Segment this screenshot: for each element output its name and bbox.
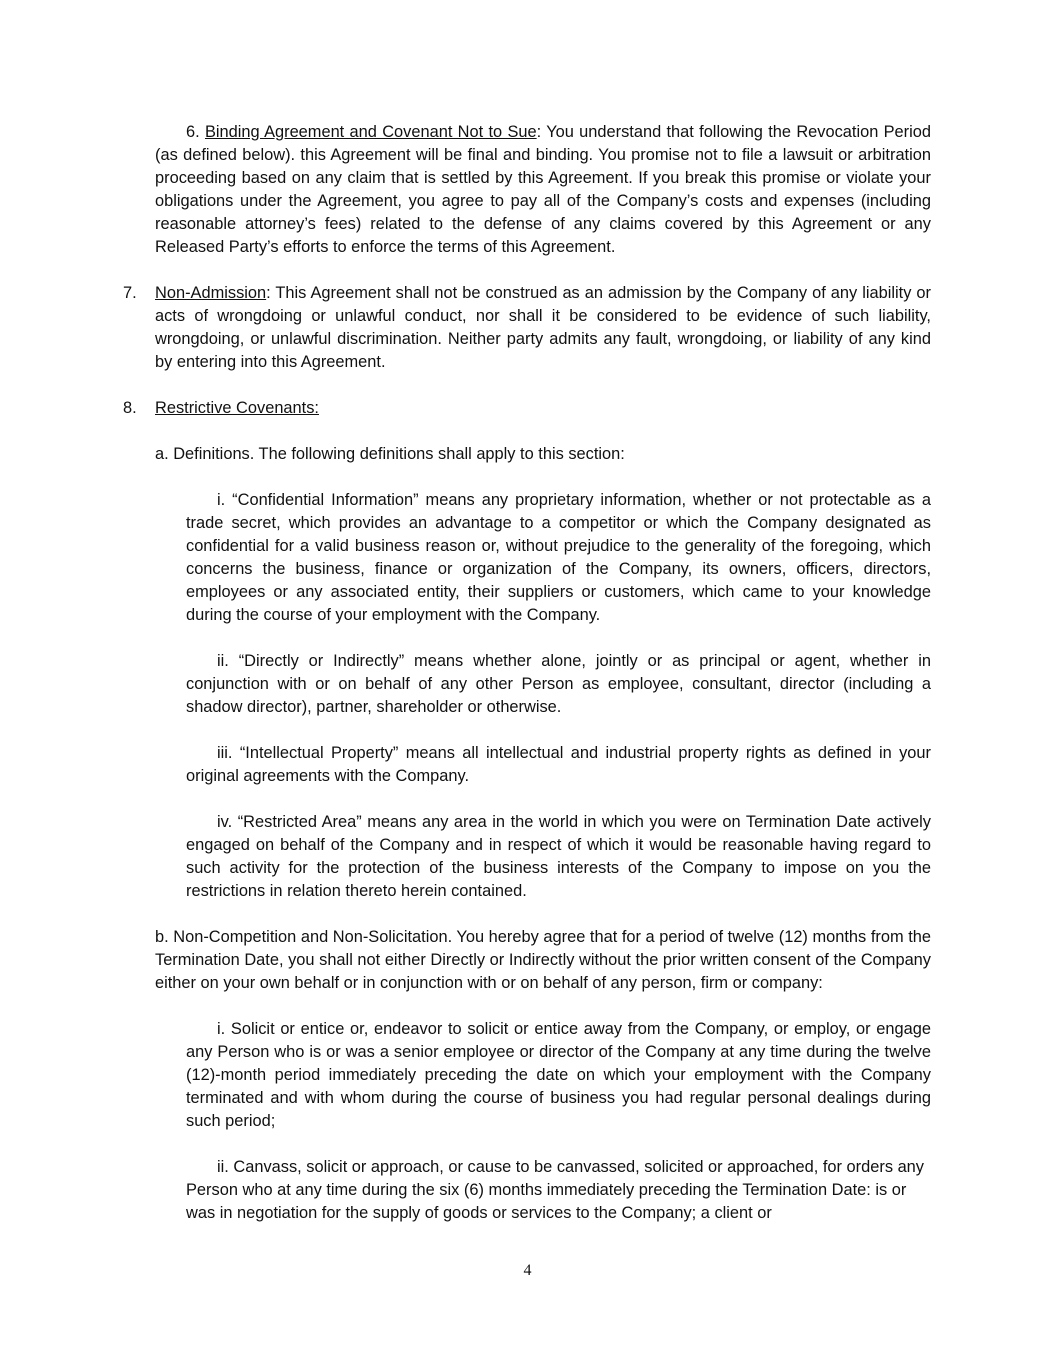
section-6-number: 6. (186, 123, 200, 141)
section-8-heading: Restrictive Covenants: (155, 399, 319, 417)
section-7-heading: Non-Admission (155, 284, 267, 302)
section-6-heading: Binding Agreement and Covenant Not to Sue (204, 123, 537, 141)
page-number: 4 (523, 1262, 532, 1279)
section-6-paragraph (155, 121, 931, 259)
section-8b-intro: b. Non-Competition and Non-Solicitation. You hereby agree that for a period of twelve (12) months from the Termination Date, you shall not either Directly or Indirectly without the prior written consent of the Company either on your own behalf or in conjunction with or on behalf of any person, firm or company: (155, 928, 931, 992)
covenant-non-solicitation-employees: i. Solicit or entice or, endeavor to solicit or entice away from the Company, or employ, or engage any Person who is or was a senior employee or director of the Company at any time during the twelve (12)-month period immediately preceding the date on which your employment with the Company terminated and with whom during the course of business you had regular personal dealings during such period; (186, 1020, 931, 1130)
definition-intellectual-property: iii. “Intellectual Property” means all intellectual and industrial property rights as defined in your original agreements with the Company. (186, 744, 931, 785)
section-7-number: 7. (123, 284, 137, 302)
section-8a-intro: a. Definitions. The following definitions shall apply to this section: (155, 445, 625, 463)
section-7-body: : This Agreement shall not be construed as an admission by the Company of any liability or acts of wrongdoing or unlawful conduct, nor shall it be considered to be evidence of such liability, wrongdoing, or unlawful discrimination. Neither party admits any fault, wrongdoing, or liability of any kind by entering into this Agreement. (155, 284, 931, 371)
section-8-paragraph (123, 397, 931, 420)
definition-directly-or-indirectly: ii. “Directly or Indirectly” means whether alone, jointly or as principal or agent, whether in conjunction with or on behalf of any other Person as employee, consultant, director (including a shadow director), partner, shareholder or otherwise. (186, 652, 931, 716)
covenant-non-solicitation-clients: ii. Canvass, solicit or approach, or cause to be canvassed, solicited or approached, for orders any Person who at any time during the six (6) months immediately preceding the Termination Date: is or was in negotiation for the supply of goods or services to the Company; a client or (186, 1158, 924, 1222)
section-8-number: 8. (123, 399, 137, 417)
definition-confidential-information: i. “Confidential Information” means any proprietary information, whether or not protectable as a trade secret, which provides an advantage to a competitor or which the Company designated as confidential for a valid business reason or, without prejudice to the generality of the foregoing, which concerns the business, finance or organization of the Company, its owners, officers, directors, employees or any associated entity, their suppliers or customers, which came to your knowledge during the course of your employment with the Company. (186, 491, 931, 624)
definition-restricted-area: iv. “Restricted Area” means any area in the world in which you were on Termination Date actively engaged on behalf of the Company and in respect of which it would be reasonable having regard to such activity for the protection of the business interests of the Company to impose on you the restrictions in relation thereto herein contained. (186, 813, 931, 900)
section-6-body: : You understand that following the Revocation Period (as defined below). this Agreement will be final and binding. You promise not to file a lawsuit or arbitration proceeding based on any claim that is settled by this Agreement. If you break this promise or violate your obligations under the Agreement, you agree to pay all of the Company’s costs and expenses (including reasonable attorney’s fees) related to the defense of any claims covered by this Agreement or any Released Party’s efforts to enforce the terms of this Agreement. (155, 123, 932, 256)
section-7-paragraph (123, 282, 931, 374)
document-body (123, 121, 932, 1225)
